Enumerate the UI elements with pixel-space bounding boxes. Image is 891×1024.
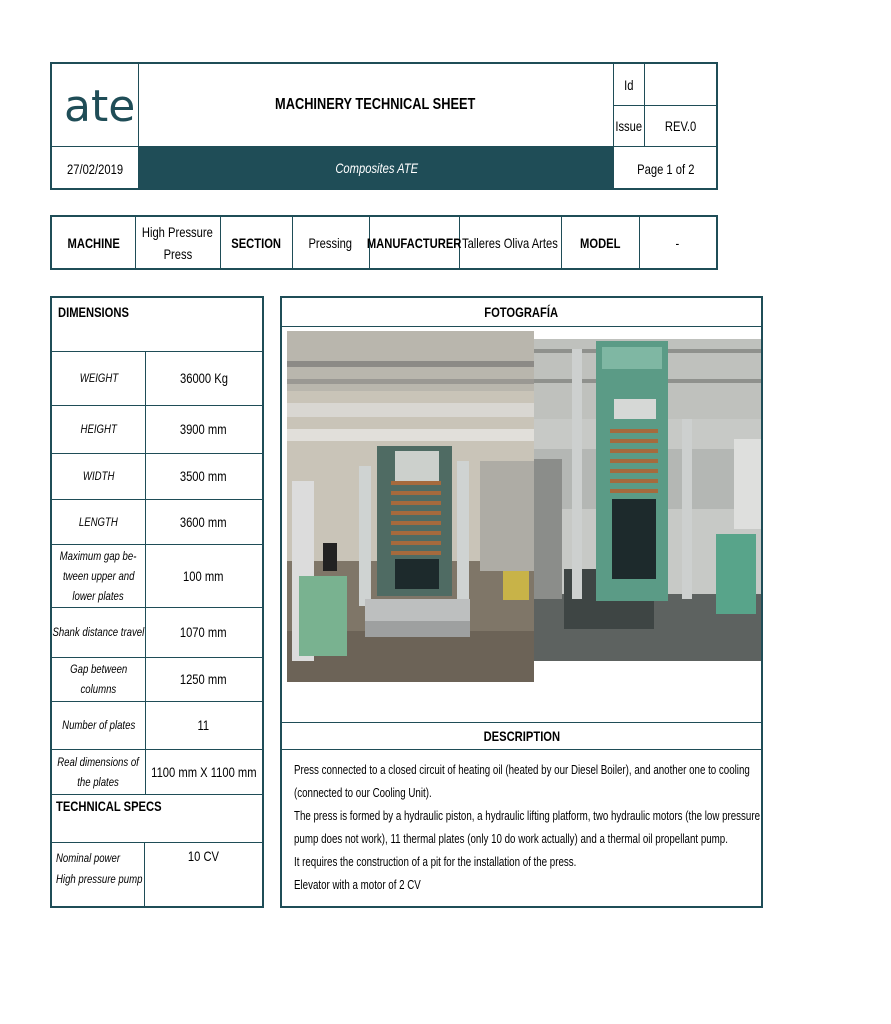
id-value bbox=[644, 64, 718, 105]
ate-logo-icon bbox=[62, 79, 136, 132]
description-line: Press connected to a closed circuit of heating oil (heated by our Diesel Boiler), and another one to cooling bbox=[294, 763, 750, 777]
machine-spec-table bbox=[50, 215, 718, 270]
header-table bbox=[50, 62, 718, 190]
description-line: The press is formed by a hydraulic piston, a hydraulic lifting platform, two hydraulic motors (the low pressure bbox=[294, 809, 761, 823]
dimension-value: 3500 mm bbox=[180, 468, 227, 484]
model-value: - bbox=[675, 234, 680, 251]
date: 27/02/2019 bbox=[66, 160, 124, 177]
dimension-label: Maximum gap be- tween upper and lower plates bbox=[60, 548, 137, 603]
dimension-value: 100 mm bbox=[183, 567, 224, 584]
machine-label: MACHINE bbox=[67, 234, 120, 251]
dimension-label: WIDTH bbox=[82, 469, 115, 483]
dimension-label: Gap between columns bbox=[69, 662, 128, 696]
technical-spec-label: Nominal power High pressure pump bbox=[56, 851, 143, 886]
description-line: pump does not work), 11 thermal plates (only 10 do work actually) and a thermal oil propellant pump. bbox=[294, 832, 728, 846]
dimension-value: 3600 mm bbox=[180, 513, 227, 530]
issue-label: Issue bbox=[615, 117, 642, 134]
photo-title: FOTOGRAFÍA bbox=[484, 304, 559, 320]
model-label: MODEL bbox=[579, 234, 621, 251]
description-line: It requires the construction of a pit for the installation of the press. bbox=[294, 855, 577, 869]
svg-text:ate: ate bbox=[64, 81, 136, 132]
document-title: MACHINERY TECHNICAL SHEET bbox=[275, 96, 476, 113]
description-line: Elevator with a motor of 2 CV bbox=[294, 878, 421, 892]
dimension-value: 36000 Kg bbox=[179, 370, 228, 386]
manufacturer-label: MANUFACTURER bbox=[366, 234, 462, 251]
issue-value: REV.0 bbox=[665, 117, 697, 134]
dimension-value: 3900 mm bbox=[180, 421, 227, 437]
technical-spec-value: 10 CV bbox=[187, 848, 219, 864]
section-label: SECTION bbox=[231, 234, 281, 251]
dimension-label: Shank distance travel bbox=[52, 625, 145, 639]
dimension-value: 11 bbox=[197, 717, 210, 733]
ate-logo bbox=[52, 64, 138, 146]
manufacturer-value: Talleres Oliva Artes bbox=[462, 234, 558, 251]
section-value: Pressing bbox=[308, 234, 353, 251]
dimensions-table bbox=[50, 296, 264, 908]
dimension-value: 1100 mm X 1100 mm bbox=[150, 763, 257, 780]
company-name: Composites ATE bbox=[335, 159, 418, 176]
dimensions-title: DIMENSIONS bbox=[58, 304, 129, 320]
photo-description-panel bbox=[280, 296, 763, 908]
technical-specs-title: TECHNICAL SPECS bbox=[56, 798, 162, 814]
dimension-label: HEIGHT bbox=[80, 422, 117, 436]
machine-value: High Pressure Press bbox=[142, 223, 213, 262]
id-label: Id bbox=[623, 76, 634, 93]
description-line: (connected to our Cooling Unit). bbox=[294, 786, 432, 800]
dimension-value: 1070 mm bbox=[180, 624, 227, 640]
machine-photo-front bbox=[287, 331, 534, 682]
dimension-value: 1250 mm bbox=[180, 671, 227, 687]
dimension-label: WEIGHT bbox=[79, 371, 118, 385]
machine-photo-side bbox=[534, 339, 761, 661]
dimension-label: Real dimensions of the plates bbox=[57, 754, 140, 789]
page-indicator: Page 1 of 2 bbox=[636, 160, 695, 177]
dimension-label: LENGTH bbox=[79, 514, 118, 529]
description-title: DESCRIPTION bbox=[483, 728, 560, 744]
dimension-label: Number of plates bbox=[61, 718, 136, 732]
